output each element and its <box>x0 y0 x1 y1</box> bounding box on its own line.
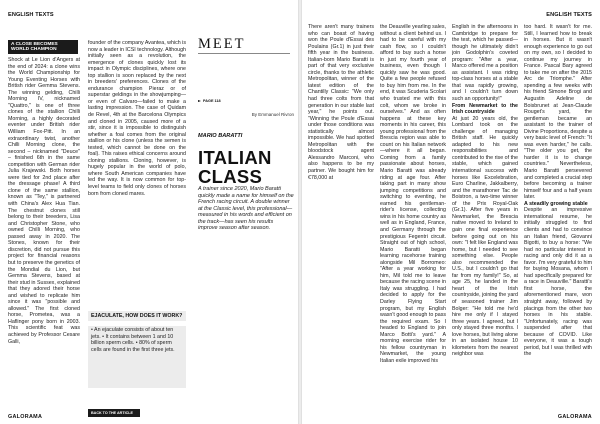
right-page <box>302 0 600 424</box>
info-box-heading: EJACULATE, HOW DOES IT WORK? <box>88 311 186 321</box>
article-column-2-text: founder of the company Avantea, which is now a leader in ICSI technology. Although initially seen as a revolution, the emergence of clones quickly lost its impact in Olympic disciplines, where one top stallion is soon replaced by the next in breeders' preferences. Clones of the endurance champion Pieraz or of superstar geldings in the showjumping—or even of Calvaro—failed to make a lasting impression. The case of Quidam de Revel, 4th at the Barcelona Olympics and cloned in 2005, caused more of a stir, since it is impossible to distinguish whether a foal comes from the original stallion or his clone (unless the semen is tested, which cannot be done on the foal). This raises ethical concerns around cloning stallions. Cloning, however, is hugely popular in the world of polo, where South American companies have led the way. It is now common for top-level teams to field only clones of horses born from cloned mares. <box>88 40 186 197</box>
left-page <box>0 0 298 424</box>
back-to-article-button[interactable]: BACK TO THE ARTICLE <box>88 409 140 417</box>
section-label: ENGLISH TEXTS <box>546 12 592 18</box>
byline: By Emmanuel Rivron <box>251 112 294 117</box>
article-column-2 <box>88 40 186 308</box>
headline-line-2: CLASS <box>198 166 263 187</box>
footer-brand: GALORAMA <box>8 414 43 420</box>
headline <box>198 148 272 186</box>
article-column-c-text-2: At just 20 years old, the Lombard took on the challenge of managing British staff. He quickly adapted to his new responsibilities and contributed to the rise of the stable, which gained international success with horses like Excelebration, Euro Charline, Jakkalberry, and the marathoner Tac de Boistron, a two-time winner of the Prix Royal-Oak (Gr.1). After five years in Newmarket, the Brescia native moved to Ireland to gain one final experience before going out on his own: "I felt like England was home, but I needed to see something else. People also recommended the U.S., but I couldn't go that far from my family!" So, at age 25, he landed in the heart of the Irish countryside, joining the yard of seasoned trainer Jim Bolger: "He told me he'd hire me only if I stayed three years. I agreed, but I only stayed three months. I love horses, but living alone in an isolated house 10 kilometers from the nearest neighbor was <box>452 115 518 358</box>
article-column-b-text: the Deauville yearling sales, without a client behind us. I had to be careful with my cash flow, so I couldn't afford to buy such a horse in just my fourth year of business, even though I quickly saw he was good. Quite a few people refused to buy him from me. In the end, it was Scuderia Scolari who trusted me with this colt, whom we broke in ourselves." And as often happens at these key moments in his career, this young professional from the Brescia region was able to count on his Italian network—where it all began. Coming from a family passionate about horses, Mario Baratti was already riding at age four. After taking part in many show jumping competitions and switching to eventing, he earned his gentleman-rider's license, collecting wins in his home country as well as in England, France, and Germany through the prestigious Fegentri circuit. Straight out of high school, Mario Baratti began learning racehorse training alongside Mil Borromeo: "After a year working for him, Mil told me to leave because the racing scene in Italy was struggling. I had decided to apply for the Darley Flying Start program, but my English wasn't good enough to pass the required exam. So I headed to England to join Marco Botti's yard." A morning exercise rider for his fellow countryman in Newmarket, the young Italian exile improved his <box>380 24 446 364</box>
article-column-d <box>524 24 592 412</box>
page-reference <box>198 99 221 103</box>
headline-line-1: ITALIAN <box>198 147 272 168</box>
subheading-newmarket: From Newmarket to the Irish countryside <box>452 102 518 116</box>
page-reference-label: PAGE 118 <box>203 99 221 103</box>
article-column-d-text-2: Despite an impressive international resume, he initially struggled to find clients and had to convince an Italian friend, Giovanni Bigotti, to buy a horse: "We had no particular interest in racing and only did it as a favor. I'm very grateful to him for buying Mosana, whom I had specifically prepared for a race in Deauville." Baratti's first horse, the aforementioned mare, won straight away, followed by placings from the other two horses in his stable. "Unfortunately, racing was suspended after that because of COVID. Like everyone, it was a tough period, but I was thrilled with the <box>524 207 592 358</box>
title-rule <box>198 53 290 54</box>
intro-paragraph: A trainer since 2020, Mario Baratti quickly made a name for himself on the French racing circuit. A double winner at the Classic level, this professional—measured in his words and efficient on the track—has seen his results improve season after season. <box>198 186 294 232</box>
section-label: ENGLISH TEXTS <box>8 12 54 18</box>
article-column-b <box>380 24 446 412</box>
sidebar-column <box>8 57 80 412</box>
article-column-a-text: There aren't many trainers who can boast of having won the Poule d'Essai des Poulains (Gr.1) in just their fifth year in the business. Italian-born Mario Baratti is part of that very exclusive circle, thanks to the athletic Metropolitan, winner of the latest edition of the Chantilly Classic: "We only had three colts from that generation in our stable last year," he points out. "Winning the Poule d'Essai under those conditions was statistically almost impossible. We had spotted Metropolitan with the bloodstock agent Alessandro Marconi, who also happens to be my partner. We bought him for €78,000 at <box>308 24 374 181</box>
sidebar-text: Shock at Le Lion d'Angers at the end of 2024: a clone wins the World Championship for Young Eventing Horses with British rider Gemma Stevens. The winning gelding, Chilli Morning IV, nicknamed "Quattro," is one of three clones of the stallion Chilli Morning, a highly decorated eventer under British rider William Fox-Pitt. In an extraordinary twist, another Chilli Morning clone, the second – nicknamed "Deuce" – finished 6th in the same competition with German rider Julia Krajewski. Both horses were tied for 2nd place after the dressage phase! A third clone of the same stallion, known as "Tey," is partnered with China's Alex Hua Tian. The chestnut clones still belong to their breeders, Lisa and Christopher Stone, who owned Chilli Morning, who passed away in 2020. The Stones, known for their discretion, did not pursue this project for financial reasons but to preserve the genetics of the Mondial du Lion, but Gemma Stevens, based at their stud in Sussex, explained that they adored their horse and wished to replicate him since it was "possible and allowed." The first cloned horse, Prometea, was a Haflinger pony born in 2003. This scientific feat was achieved by Professor Cesare Galli, <box>8 57 80 345</box>
article-column-c-text-1: English in the afternoons in Cambridge to prepare for the test, which he passed—though he ultimately didn't join Godolphin's coveted program: "After a year, Marco offered me a position as assistant. I was riding top-class horses at a stable that was rapidly growing, and I couldn't turn down such an opportunity!" <box>452 24 518 103</box>
person-name: MARIO BARATTI <box>198 133 243 139</box>
article-column-c <box>452 24 518 412</box>
article-column-a <box>308 24 374 412</box>
arrow-right-icon <box>198 100 201 102</box>
meet-title: MEET <box>198 36 246 52</box>
footer-brand: GALORAMA <box>557 414 592 420</box>
info-box-body: • An ejaculate consists of about ten jets. • It contains between 1 and 10 billion sperm cells. • 80% of sperm cells are found in the first three jets. <box>88 326 186 388</box>
sidebar-title: A CLOSE BECOMES WORLD CHAMPION <box>8 40 78 54</box>
article-column-d-text-1: too hard. It wasn't for me. Still, I learned how to break in horses. But it wasn't enough experience to go out on my own, so I decided to continue my journey in France. Pascal Bary agreed to take me on after the 2015 Arc de Triomphe." After spending a few weeks with his friend Simone Brogi and Augustin Adeline de Boisbrunet at Jean-Claude Rouget's yard, the gentleman became an assistant to the trainer of Divine Proportions, despite a very basic level of French: "It was even harder," he calls. "The older you get, the harder it is to change countries." Nevertheless, Mario Baratti persevered and completed a crucial step before becoming a trainer himself four and a half years later. <box>524 24 592 201</box>
subheading-stable: A steadily growing stable <box>524 200 588 207</box>
